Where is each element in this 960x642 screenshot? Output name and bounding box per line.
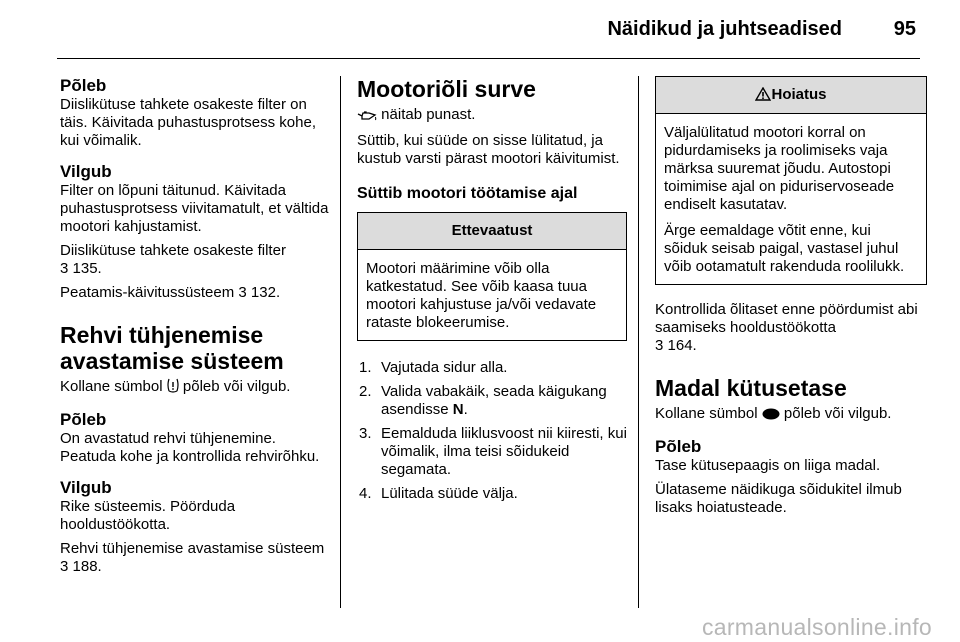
engine-running-heading: Süttib mootori töötamise ajal bbox=[357, 185, 578, 202]
list-item: 1. Vajutada sidur alla. bbox=[359, 359, 508, 376]
stop-start-reference-text: Peatamis-käivitussüsteem bbox=[60, 284, 235, 301]
dpf-reference-text: Diislikütuse tahkete osakeste filter bbox=[60, 242, 286, 259]
tyre-flash-text: Rike süsteemis. Pöörduda hooldustöökotta. bbox=[60, 498, 236, 533]
oil-level-text: Kontrollida õlitaset enne pöördumist abi saamiseks hooldustöökotta 3 164. bbox=[655, 301, 918, 354]
tyre-warning-icon bbox=[167, 378, 179, 398]
page-number: 95 bbox=[893, 18, 916, 40]
oil-level-reference-page[interactable]: 164. bbox=[667, 337, 697, 354]
page-ref-icon: 3 bbox=[60, 260, 73, 277]
fuel-on-heading: Põleb bbox=[655, 437, 702, 456]
tyre-reference-page[interactable]: 188. bbox=[72, 558, 102, 575]
caution-box bbox=[357, 212, 627, 341]
neutral-gear-label: N bbox=[452, 401, 464, 418]
warning-triangle-icon bbox=[755, 79, 771, 115]
column-2 bbox=[357, 76, 627, 509]
page-ref-icon: 3 bbox=[655, 337, 668, 354]
oil-pressure-text: Süttib, kui süüde on sisse lülitatud, ja kustub varsti pärast mootori käivitumist. bbox=[357, 132, 620, 167]
dpf-reference-page[interactable]: 135. bbox=[72, 260, 102, 277]
tyre-symbol-text: Kollane sümbol põleb või vilgub. bbox=[60, 378, 332, 398]
oil-can-icon bbox=[357, 108, 377, 126]
dpf-flash-text: Filter on lõpuni täitunud. Käivitada puhastusprotsess viivitamatult, et vältida mootori kahjustamist. bbox=[60, 182, 329, 235]
fuel-on-text: Tase kütusepaagis on liiga madal. bbox=[655, 457, 881, 474]
fuel-pump-icon bbox=[762, 407, 780, 425]
list-item: 3. Eemalduda liiklusvoost nii kiiresti, kui võimalik, ilma teisi sõidukeid segamata. bbox=[359, 425, 627, 478]
caution-header: Ettevaatust bbox=[358, 213, 626, 250]
tyre-on-text: On avastatud rehvi tühjenemine. Peatuda kohe ja kontrollida rehvirõhku. bbox=[60, 430, 320, 465]
watermark: carmanualsonline.info bbox=[701, 614, 932, 640]
warning-text-1: Väljalülitatud mootori korral on pidurdamiseks ja roolimiseks vaja märksa suuremat jõudu. Autostopi toimimise ajal on piduriservoseade endiselt kasutatav. bbox=[664, 124, 895, 213]
dpf-flash-heading: Vilgub bbox=[60, 162, 112, 181]
page-ref-icon: 3 bbox=[238, 284, 251, 301]
fuel-symbol-text: Kollane sümbol põleb või vilgub. bbox=[655, 405, 927, 425]
list-item: 4. Lülitada süüde välja. bbox=[359, 485, 518, 502]
tyre-deflation-heading: Rehvi tühjenemise avastamise süsteem bbox=[60, 322, 284, 374]
column-3 bbox=[655, 76, 927, 517]
column-divider-1 bbox=[340, 76, 341, 608]
tyre-flash-heading: Vilgub bbox=[60, 478, 112, 497]
list-item: 2. Valida vabakäik, seada käigukang asendisse N. bbox=[359, 383, 607, 418]
oil-pressure-intro: näitab punast. bbox=[357, 106, 627, 126]
warning-header: Hoiatus bbox=[656, 77, 926, 114]
page-ref-icon: 3 bbox=[60, 558, 73, 575]
column-1 bbox=[60, 76, 332, 576]
oil-pressure-heading: Mootoriõli surve bbox=[357, 76, 536, 102]
dpf-on-text: Diislikütuse tahkete osakeste filter on täis. Käivitada puhastusprotsess kohe, kui võimalik. bbox=[60, 96, 316, 149]
dpf-reference bbox=[60, 242, 332, 278]
dpf-on-heading: Põleb bbox=[60, 76, 107, 95]
fuel-on-text-2: Ülataseme näidikuga sõidukitel ilmub lisaks hoiatusteade. bbox=[655, 481, 902, 516]
tyre-reference: Rehvi tühjenemise avastamise süsteem 3 188. bbox=[60, 540, 325, 575]
warning-text-2: Ärge eemaldage võtit enne, kui sõiduk seisab paigal, vastasel juhul võib ootamatult rakenduda roolilukk. bbox=[664, 222, 905, 275]
stop-start-reference bbox=[60, 284, 332, 302]
column-divider-2 bbox=[638, 76, 639, 608]
tyre-on-heading: Põleb bbox=[60, 410, 107, 429]
page-title: Näidikud ja juhtseadised bbox=[607, 18, 842, 40]
caution-text: Mootori määrimine võib olla katkestatud. See võib kaasa tuua mootori kahjustuse ja/või vedavate rataste blokeerumise. bbox=[366, 260, 597, 331]
low-fuel-heading: Madal kütusetase bbox=[655, 375, 847, 401]
page-header bbox=[0, 0, 960, 60]
header-rule bbox=[57, 58, 920, 59]
steps-list bbox=[357, 359, 627, 503]
warning-box bbox=[655, 76, 927, 285]
stop-start-reference-page[interactable]: 132. bbox=[250, 284, 281, 301]
